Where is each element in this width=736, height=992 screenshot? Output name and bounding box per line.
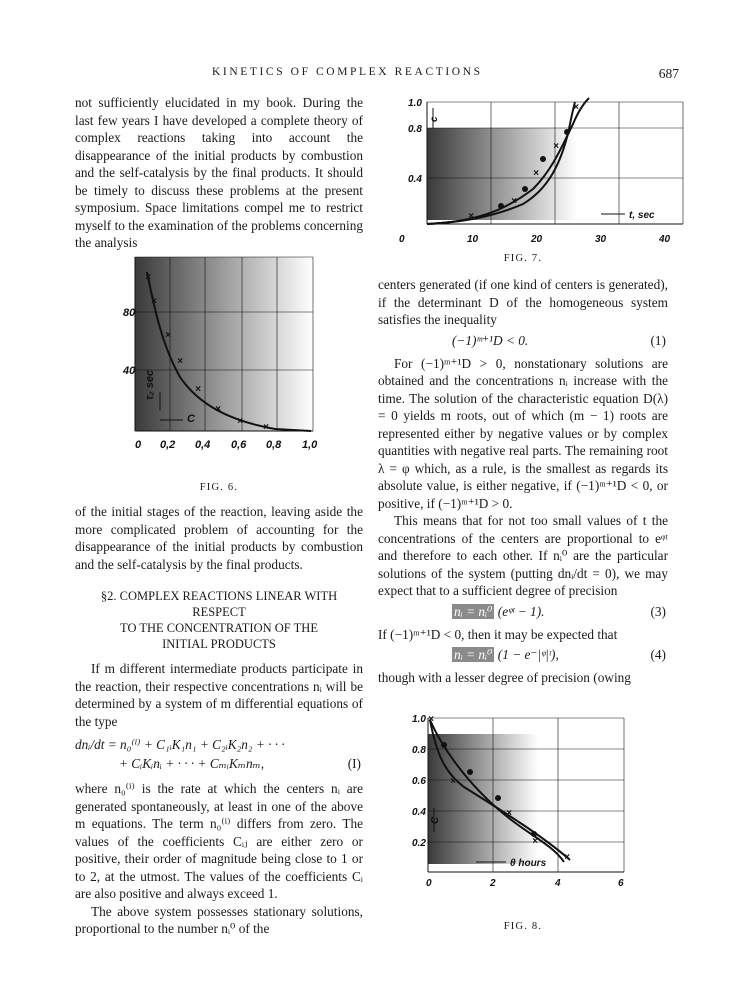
svg-text:×: × xyxy=(573,102,579,113)
svg-text:×: × xyxy=(151,296,157,307)
x-tick: 0 xyxy=(135,439,142,451)
equation-number: (4) xyxy=(650,647,666,662)
svg-text:×: × xyxy=(553,141,559,152)
figure-6-plot xyxy=(123,252,318,462)
x-tick: 40 xyxy=(659,234,671,245)
equation-1 xyxy=(378,332,668,351)
y-tick: 40 xyxy=(123,365,136,377)
paragraph: If m different intermediate products participate in the reaction, their respective concentrations nᵢ will be determined by a system of m differential equations of the type xyxy=(75,661,363,729)
y-axis-label: C xyxy=(430,816,441,824)
equation-number: (I) xyxy=(347,756,361,771)
svg-text:×: × xyxy=(177,356,183,367)
y-tick: 1.0 xyxy=(408,98,422,109)
figure-7-caption: FIG. 7. xyxy=(503,253,543,264)
x-tick: 0,2 xyxy=(160,439,176,451)
equation-number: (1) xyxy=(650,332,666,348)
y-tick: 0.2 xyxy=(412,838,426,849)
figure-8 xyxy=(414,712,634,892)
paragraph: This means that for not too small values of t the concentrations of the centers are proportional to eᵠᵗ and therefore to each other. If nᵢ⁰ are the particular solutions of the system (putting dnᵢ/dt = 0), we may expect that to a sufficient degree of precision xyxy=(378,513,668,598)
x-axis-label: θ hours xyxy=(510,858,547,869)
right-column xyxy=(378,276,668,687)
svg-text:×: × xyxy=(145,272,151,283)
figure-7-plot xyxy=(393,94,689,254)
figure-8-caption: FIG. 8. xyxy=(503,921,543,932)
equation-line: dnᵢ/dt = n₀⁽ⁱ⁾ + C₁ᵢK₁n₁ + C₂ᵢK₂n₂ + · · · xyxy=(75,737,285,752)
equation-highlight: nᵢ = nᵢ⁰ xyxy=(454,603,493,619)
equation-4 xyxy=(378,646,668,665)
equation-body: (−1)ᵐ⁺¹D < 0. xyxy=(452,332,529,348)
x-tick: 6 xyxy=(618,878,624,889)
figure-6 xyxy=(123,252,318,462)
x-tick: 2 xyxy=(490,878,496,889)
equation-I xyxy=(75,736,363,755)
svg-text:×: × xyxy=(450,776,456,787)
y-tick: 0.4 xyxy=(412,807,426,818)
x-tick: 0,4 xyxy=(195,439,211,451)
svg-text:×: × xyxy=(511,196,517,207)
equation-I-cont xyxy=(75,755,363,774)
x-axis-label: t, sec xyxy=(629,210,655,221)
x-tick: 0,6 xyxy=(231,439,247,451)
equation-body: (eᵠᵗ − 1). xyxy=(497,603,545,619)
section-heading: §2. COMPLEX REACTIONS LINEAR WITH RESPECT xyxy=(100,589,338,619)
paragraph: The above system possesses stationary solutions, proportional to the number nᵢ⁰ of the xyxy=(75,903,363,936)
x-tick: 0 xyxy=(426,878,432,889)
section-heading: INITIAL PRODUCTS xyxy=(162,637,276,651)
svg-text:×: × xyxy=(165,330,171,341)
figure-7 xyxy=(393,94,689,254)
left-column-bottom xyxy=(75,503,363,938)
x-tick: 4 xyxy=(555,878,561,889)
figure-8-plot xyxy=(414,712,634,892)
equation-3 xyxy=(378,603,668,622)
svg-text:×: × xyxy=(428,714,434,725)
paragraph: If (−1)ᵐ⁺¹D < 0, then it may be expected that xyxy=(378,626,618,642)
equation-line: + CᵢKᵢnᵢ + · · · + CₘᵢKₘnₘ, xyxy=(119,756,265,771)
running-title: KINETICS OF COMPLEX REACTIONS xyxy=(212,66,483,78)
figure-6-caption: FIG. 6. xyxy=(199,482,239,493)
svg-text:×: × xyxy=(564,852,570,863)
y-tick: 80 xyxy=(123,307,136,319)
y-tick: 0.6 xyxy=(412,776,426,787)
equation-highlight: nᵢ = nᵢ⁰ xyxy=(454,647,493,662)
running-header xyxy=(0,66,736,86)
x-tick: 0,8 xyxy=(266,439,282,451)
paragraph: For (−1)ᵐ⁺¹D > 0, nonstationary solutions are obtained and the concentrations nᵢ increase with the time. The solution of the characteristic equation D(λ) = 0 yields m roots, out of which (m − 1) roots are represented either by negative values or by complex quantities with negative real parts. The remaining root λ = φ which, as a rule, is the smallest as regards its absolute value, is either negative, if (−1)ᵐ⁺¹D < 0, or positive, if (−1)ᵐ⁺¹D > 0. xyxy=(378,355,668,511)
page-number: 687 xyxy=(658,66,679,81)
equation-body: (1 − e⁻|ᵠ|ᵗ), xyxy=(497,647,559,662)
svg-text:×: × xyxy=(215,404,221,415)
x-tick: 20 xyxy=(531,234,543,245)
svg-text:×: × xyxy=(532,836,538,847)
x-tick: 0 xyxy=(399,234,405,245)
svg-text:×: × xyxy=(195,384,201,395)
svg-text:×: × xyxy=(468,211,474,222)
y-tick: 1.0 xyxy=(412,714,426,725)
x-tick: 10 xyxy=(467,234,479,245)
y-axis-label: c xyxy=(429,116,440,122)
section-heading: TO THE CONCENTRATION OF THE xyxy=(120,621,318,635)
svg-text:×: × xyxy=(263,422,269,433)
x-tick: 1,0 xyxy=(302,439,318,451)
y-axis-label: τ₂ sec xyxy=(144,369,156,400)
svg-text:×: × xyxy=(533,168,539,179)
y-tick: 0.8 xyxy=(408,124,422,135)
y-tick: 0.4 xyxy=(408,174,422,185)
svg-text:×: × xyxy=(237,416,243,427)
paragraph: not sufficiently elucidated in my book. During the last few years I have developed a complete theory of complex reactions taking into account the disappearance of the initial products by combustion and the self-catalysis by the final products. It should be timely to discuss these problems at the present symposium. Space limitations compel me to restrict myself to the examination of the problems concerning the analysis xyxy=(75,95,363,250)
paragraph: though with a lesser degree of precision (owing xyxy=(378,670,631,685)
x-axis-label: C xyxy=(187,413,195,425)
paragraph: of the initial stages of the reaction, leaving aside the more complicated problem of accounting for the disappearance of the initial products by combustion and the self-catalysis by the final products. xyxy=(75,504,363,572)
svg-text:×: × xyxy=(506,808,512,819)
left-column-top xyxy=(75,94,363,252)
paragraph: where n₀⁽ⁱ⁾ is the rate at which the centers nᵢ are generated spontaneously, at least in one of the above m equations. The term n₀⁽ⁱ⁾ differs from zero. The values of the coefficients Cᵢⱼ are either zero or positive, their order of magnitude being close to 1 or to 2, at the utmost. The values of the coefficients Cᵢ are also positive and always exceed 1. xyxy=(75,781,363,901)
equation-number: (3) xyxy=(650,603,666,619)
paragraph: centers generated (if one kind of centers is generated), if the determinant D of the homogeneous system satisfies the inequality xyxy=(378,277,668,327)
y-tick: 0.8 xyxy=(412,745,426,756)
x-tick: 30 xyxy=(595,234,607,245)
